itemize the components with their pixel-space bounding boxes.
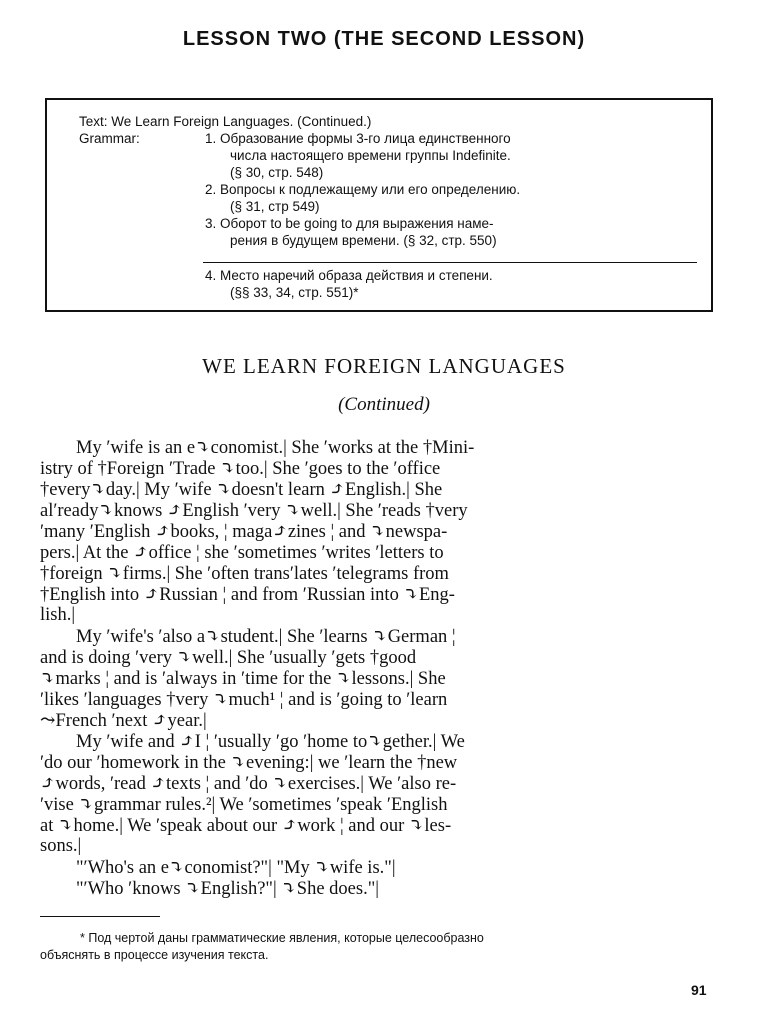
text-line: ⤳French ′next ⤴year.| [40, 711, 207, 731]
outline-item-1-line-2: числа настоящего времени группы Indefinite. [230, 148, 511, 163]
text-line: ′many ′English ⤴books, ¦ maga⤴zines ¦ and ⤵newspa- [40, 522, 448, 542]
text-line: and is doing ′very ⤵well.| She ′usually ′gets †good [40, 648, 417, 668]
outline-item-1-line-3: (§ 30, стр. 548) [230, 165, 324, 180]
text-line: sons.| [40, 836, 82, 856]
outline-item-1-line-1: 1. Образование формы 3-го лица единственного [205, 131, 511, 146]
text-line: †English into ⤴Russian ¦ and from ′Russian into ⤵Eng- [40, 585, 455, 605]
text-line: ′vise ⤵grammar rules.²| We ′sometimes ′speak ′English [40, 795, 448, 815]
text-line: al′ready⤵knows ⤴English ′very ⤵well.| She ′reads †very [40, 501, 468, 521]
text-subtitle: (Continued) [338, 394, 430, 415]
outline-item-2-line-1: 2. Вопросы к подлежащему или его определению. [205, 182, 521, 197]
outline-item-4-line-1: 4. Место наречий образа действия и степени. [205, 268, 493, 283]
lesson-outline-box [45, 98, 713, 312]
text-line: ′likes ′languages †very ⤵much¹ ¦ and is ′going to ′learn [40, 690, 448, 710]
text-line: pers.| At the ⤴office ¦ she ′sometimes ′writes ′letters to [40, 543, 444, 563]
text-line: ⤴words, ′read ⤴texts ¦ and ′do ⤵exercises.| We ′also re- [40, 774, 457, 794]
text-title: WE LEARN FOREIGN LANGUAGES [202, 354, 566, 378]
outline-text-line: Text: We Learn Foreign Languages. (Continued.) [79, 114, 372, 129]
outline-divider [203, 262, 697, 263]
text-line: ⤵marks ¦ and is ′always in ′time for the ⤵lessons.| She [40, 669, 446, 689]
outline-item-3-line-2: рения в будущем времени. (§ 32, стр. 550) [230, 233, 497, 248]
text-line: †foreign ⤵firms.| She ′often trans′lates ′telegrams from [40, 564, 449, 584]
outline-item-4-line-2: (§§ 33, 34, стр. 551)* [230, 285, 359, 300]
text-line: My ′wife is an e⤵conomist.| She ′works at the †Mini- [76, 438, 475, 458]
footnote-line: объяснять в процессе изучения текста. [40, 948, 269, 962]
footnote-line: * Под чертой даны грамматические явления, которые целесообразно [80, 931, 484, 945]
outline-grammar-label: Grammar: [79, 131, 140, 146]
outline-item-2-line-2: (§ 31, стр 549) [230, 199, 320, 214]
footnote-rule [40, 916, 160, 917]
text-line: lish.| [40, 605, 76, 625]
text-line: at ⤵home.| We ′speak about our ⤴work ¦ and our ⤵les- [40, 816, 452, 836]
outline-item-3-line-1: 3. Оборот to be going to для выражения наме- [205, 216, 494, 231]
page-number: 91 [691, 982, 707, 998]
text-line: My ′wife's ′also a⤵student.| She ′learns ⤵German ¦ [76, 627, 456, 647]
text-line: †every⤵day.| My ′wife ⤵doesn't learn ⤴English.| She [40, 480, 443, 500]
text-line: "′Who's an e⤵conomist?"| "My ⤵wife is."| [76, 858, 396, 878]
lesson-title: LESSON TWO (THE SECOND LESSON) [182, 28, 586, 50]
text-line: "′Who ′knows ⤵English?"| ⤵She does."| [76, 879, 379, 899]
text-line: My ′wife and ⤴I ¦ ′usually ′go ′home to⤵gether.| We [76, 732, 465, 752]
text-line: ′do our ′homework in the ⤵evening:| we ′learn the †new [40, 753, 458, 773]
text-line: istry of †Foreign ′Trade ⤵too.| She ′goes to the ′office [40, 459, 441, 479]
